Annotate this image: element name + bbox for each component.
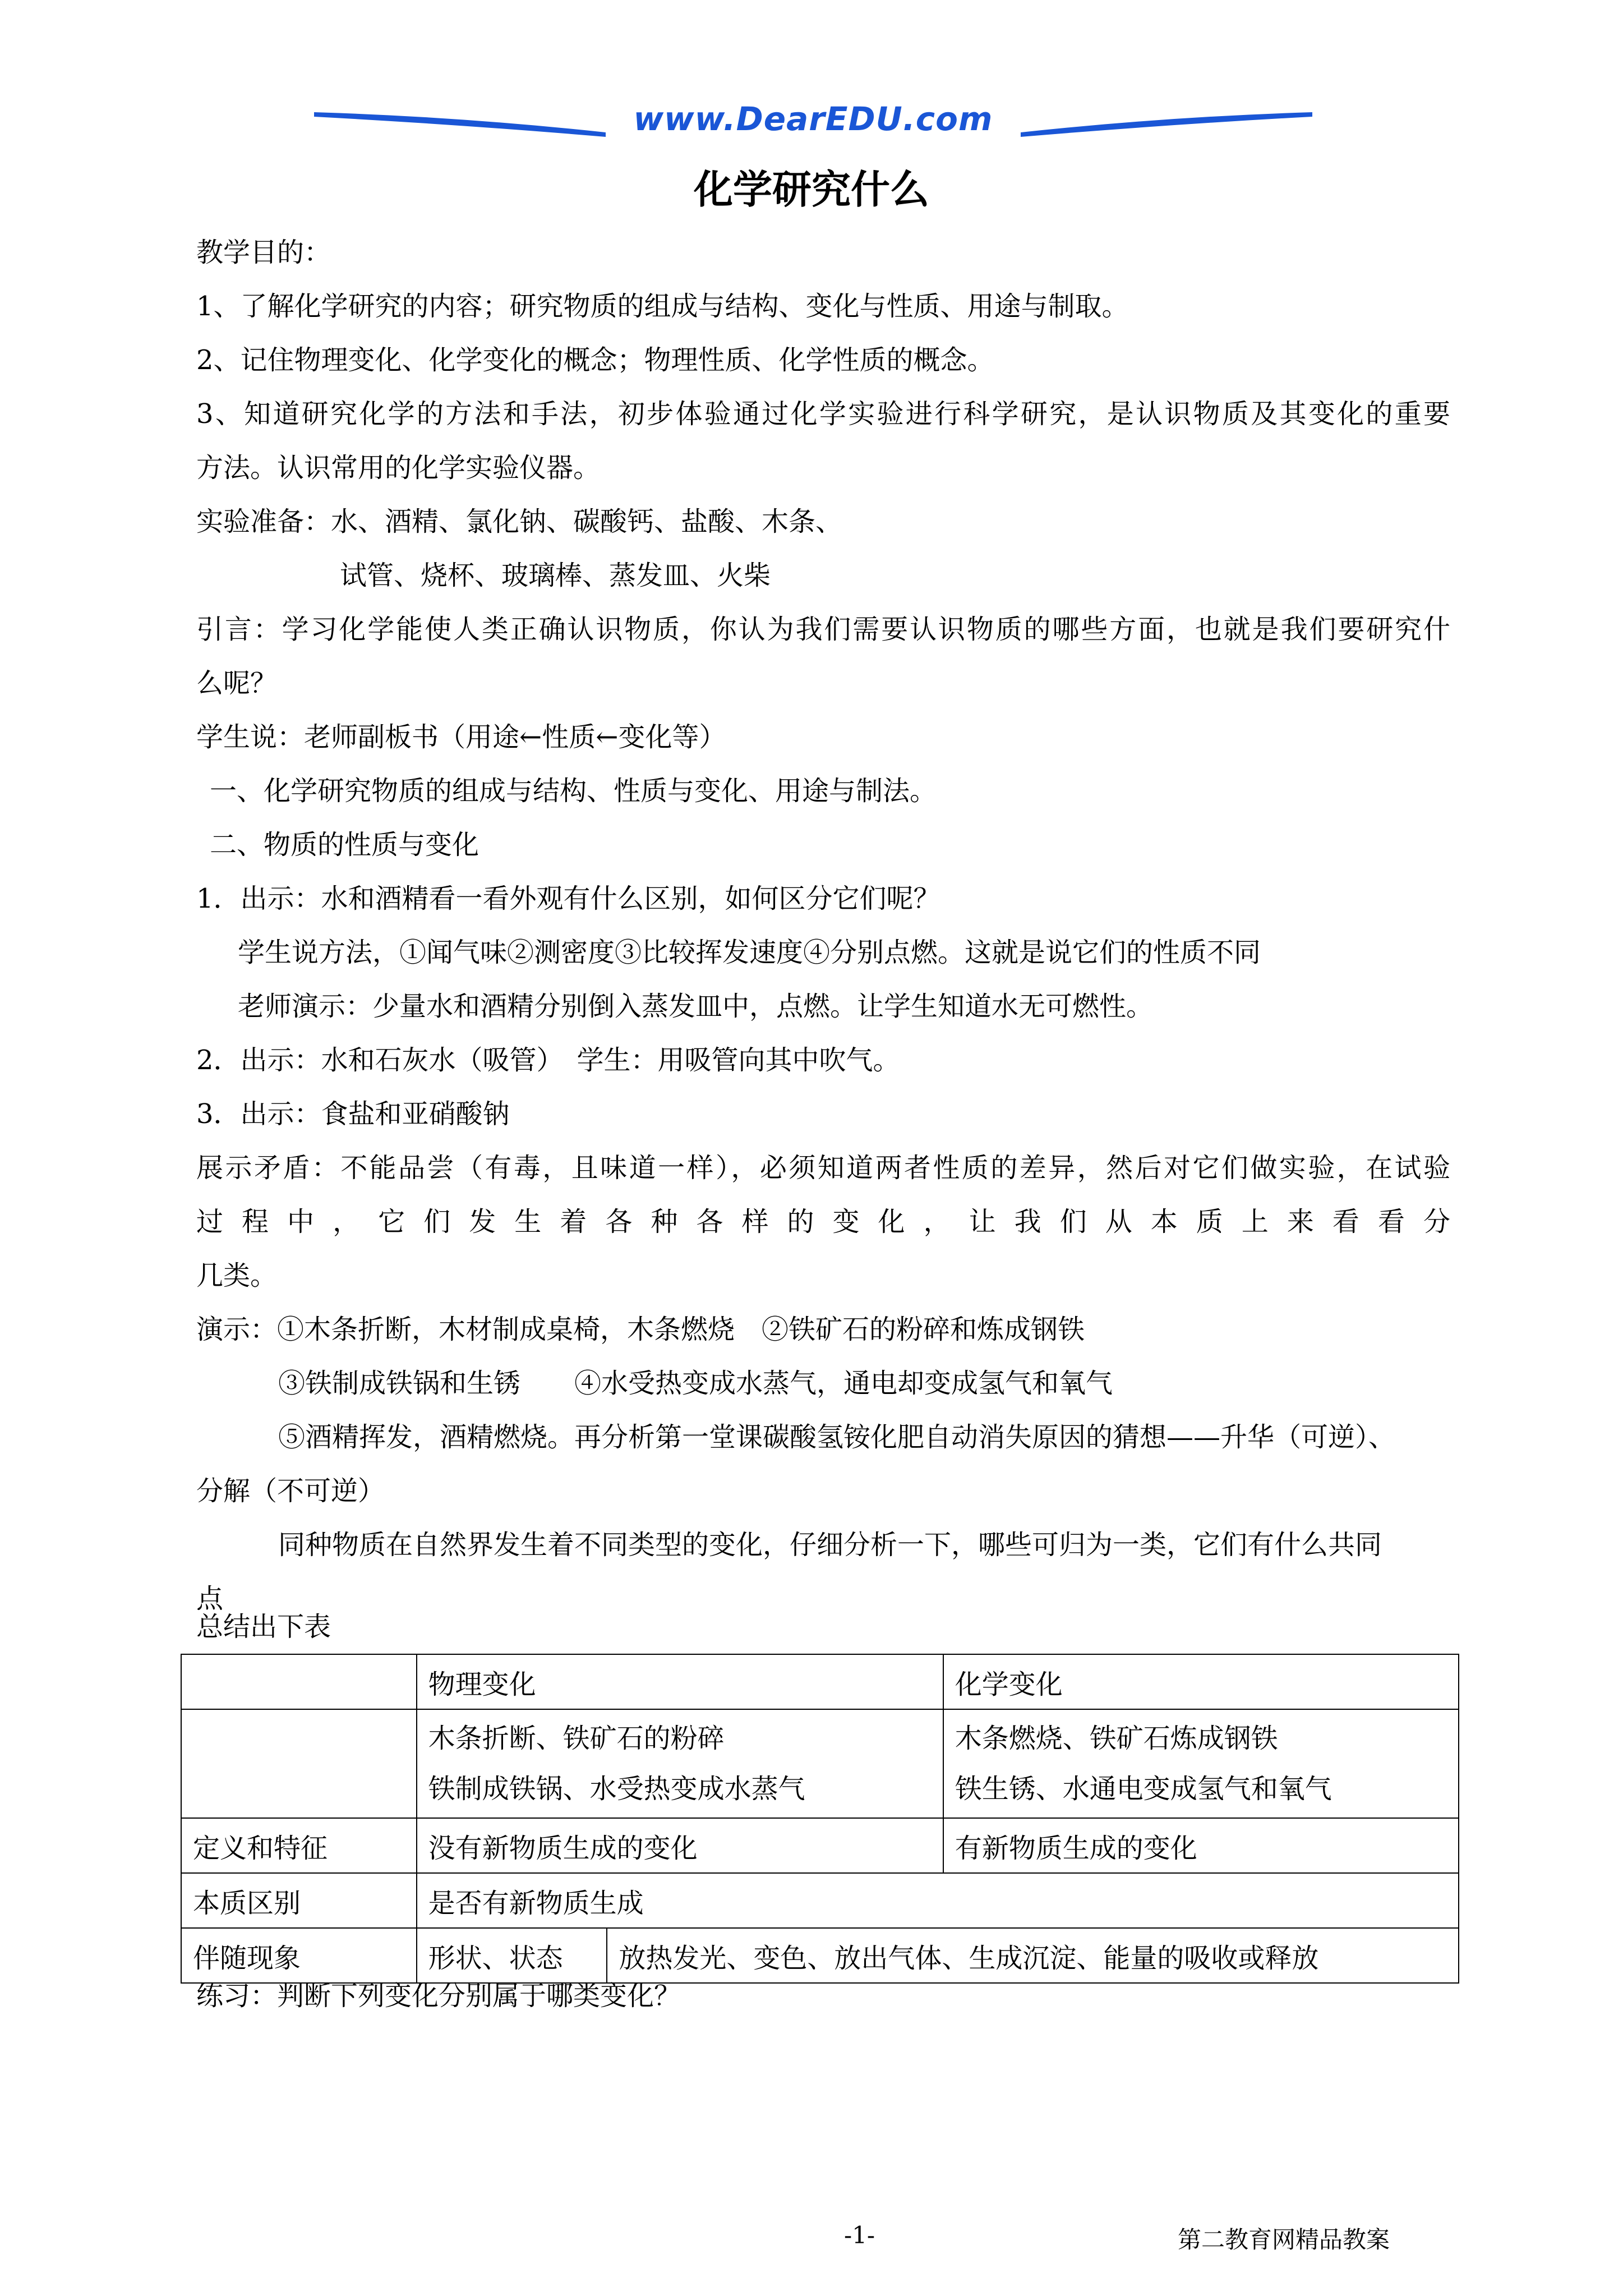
summary-table bbox=[181, 1654, 1459, 1984]
objective-3-cont: 方法。认识常用的化学实验仪器。 bbox=[196, 452, 601, 484]
intro-line-cont: 么呢？ bbox=[196, 668, 278, 699]
physical-example-1: 木条折断、铁矿石的粉碎 bbox=[428, 1723, 725, 1754]
physical-examples bbox=[417, 1709, 943, 1818]
accompany-label: 伴随现象 bbox=[181, 1928, 417, 1983]
demo-line-2: ③铁制成铁锅和生锈 ④水受热变成水蒸气，通电却变成氢气和氧气 bbox=[278, 1368, 1113, 1399]
demo-line-1: 演示：①木条折断，木材制成桌椅，木条燃烧 ②铁矿石的粉碎和炼成钢铁 bbox=[196, 1314, 1085, 1345]
definition-label: 定义和特征 bbox=[181, 1818, 417, 1873]
page-number: -1- bbox=[844, 2221, 875, 2249]
site-logo[interactable]: www.DearEDU.com bbox=[633, 100, 993, 138]
exercise-line: 练习：判断下列变化分别属于哪类变化？ bbox=[196, 1980, 681, 2012]
objectives-heading: 教学目的： bbox=[196, 237, 331, 268]
step-1-student: 学生说方法，①闻气味②测密度③比较挥发速度④分别点燃。这就是说它们的性质不同 bbox=[238, 937, 1261, 968]
table-row bbox=[181, 1928, 1459, 1983]
table-cell-empty bbox=[181, 1709, 417, 1818]
step-3: 3．出示：食盐和亚硝酸钠 bbox=[196, 1098, 510, 1130]
materials-line-1: 实验准备：水、酒精、氯化钠、碳酸钙、盐酸、木条、 bbox=[196, 506, 843, 537]
objective-2: 2、记住物理变化、化学变化的概念；物理性质、化学性质的概念。 bbox=[196, 344, 994, 376]
intro-line: 引言：学习化学能使人类正确认识物质，你认为我们需要认识物质的哪些方面，也就是我们要研究什 bbox=[196, 614, 1450, 645]
physical-example-2: 铁制成铁锅、水受热变成水蒸气 bbox=[428, 1773, 805, 1805]
demo-line-4: 分解（不可逆） bbox=[196, 1475, 385, 1507]
table-row bbox=[181, 1873, 1459, 1928]
chemical-examples bbox=[943, 1709, 1459, 1818]
footer-source: 第二教育网精品教案 bbox=[1178, 2226, 1390, 2253]
materials-line-2: 试管、烧杯、玻璃棒、蒸发皿、火柴 bbox=[340, 560, 771, 591]
step-1: 1．出示：水和酒精看一看外观有什么区别，如何区分它们呢？ bbox=[196, 883, 940, 914]
table-row bbox=[181, 1818, 1459, 1873]
demo-line-3: ⑤酒精挥发，酒精燃烧。再分析第一堂课碳酸氢铵化肥自动消失原因的猜想——升华（可逆）、 bbox=[278, 1421, 1396, 1453]
section-2: 二、物质的性质与变化 bbox=[210, 829, 479, 861]
student-says: 学生说：老师副板书（用途←性质←变化等） bbox=[196, 721, 726, 753]
page-title: 化学研究什么 bbox=[694, 166, 929, 213]
step-2: 2．出示：水和石灰水（吸管） 学生：用吸管向其中吹气。 bbox=[196, 1045, 900, 1076]
objective-3: 3、知道研究化学的方法和手法，初步体验通过化学实验进行科学研究，是认识物质及其变化的重要 bbox=[196, 398, 1450, 430]
contradiction-line-1: 展示矛盾：不能品尝（有毒，且味道一样），必须知道两者性质的差异，然后对它们做实验，在试验 bbox=[196, 1152, 1450, 1184]
analysis-line-cont: 点 bbox=[196, 1583, 224, 1614]
table-row bbox=[181, 1654, 1459, 1709]
header-physical-change: 物理变化 bbox=[417, 1654, 943, 1709]
essence-value: 是否有新物质生成 bbox=[417, 1873, 1459, 1928]
step-1-teacher: 老师演示：少量水和酒精分别倒入蒸发皿中，点燃。让学生知道水无可燃性。 bbox=[238, 991, 1154, 1022]
chemical-example-1: 木条燃烧、铁矿石炼成钢铁 bbox=[955, 1723, 1278, 1754]
analysis-line: 同种物质在自然界发生着不同类型的变化，仔细分析一下，哪些可归为一类，它们有什么共同 bbox=[278, 1529, 1382, 1561]
header-chemical-change: 化学变化 bbox=[943, 1654, 1459, 1709]
accompany-chemical: 放热发光、变色、放出气体、生成沉淀、能量的吸收或释放 bbox=[607, 1928, 1459, 1983]
section-1: 一、化学研究物质的组成与结构、性质与变化、用途与制法。 bbox=[210, 775, 937, 807]
objective-1: 1、了解化学研究的内容；研究物质的组成与结构、变化与性质、用途与制取。 bbox=[196, 291, 1129, 322]
chemical-example-2: 铁生锈、水通电变成氢气和氧气 bbox=[955, 1773, 1332, 1805]
contradiction-line-2: 过程中，它们发生着各种各样的变化，让我们从本质上来看看分 bbox=[196, 1206, 1450, 1237]
accompany-physical: 形状、状态 bbox=[417, 1928, 607, 1983]
summary-heading: 总结出下表 bbox=[196, 1611, 331, 1642]
table-cell-empty bbox=[181, 1654, 417, 1709]
definition-physical: 没有新物质生成的变化 bbox=[417, 1818, 943, 1873]
definition-chemical: 有新物质生成的变化 bbox=[943, 1818, 1459, 1873]
essence-label: 本质区别 bbox=[181, 1873, 417, 1928]
contradiction-line-3: 几类。 bbox=[196, 1260, 278, 1291]
table-row bbox=[181, 1709, 1459, 1818]
